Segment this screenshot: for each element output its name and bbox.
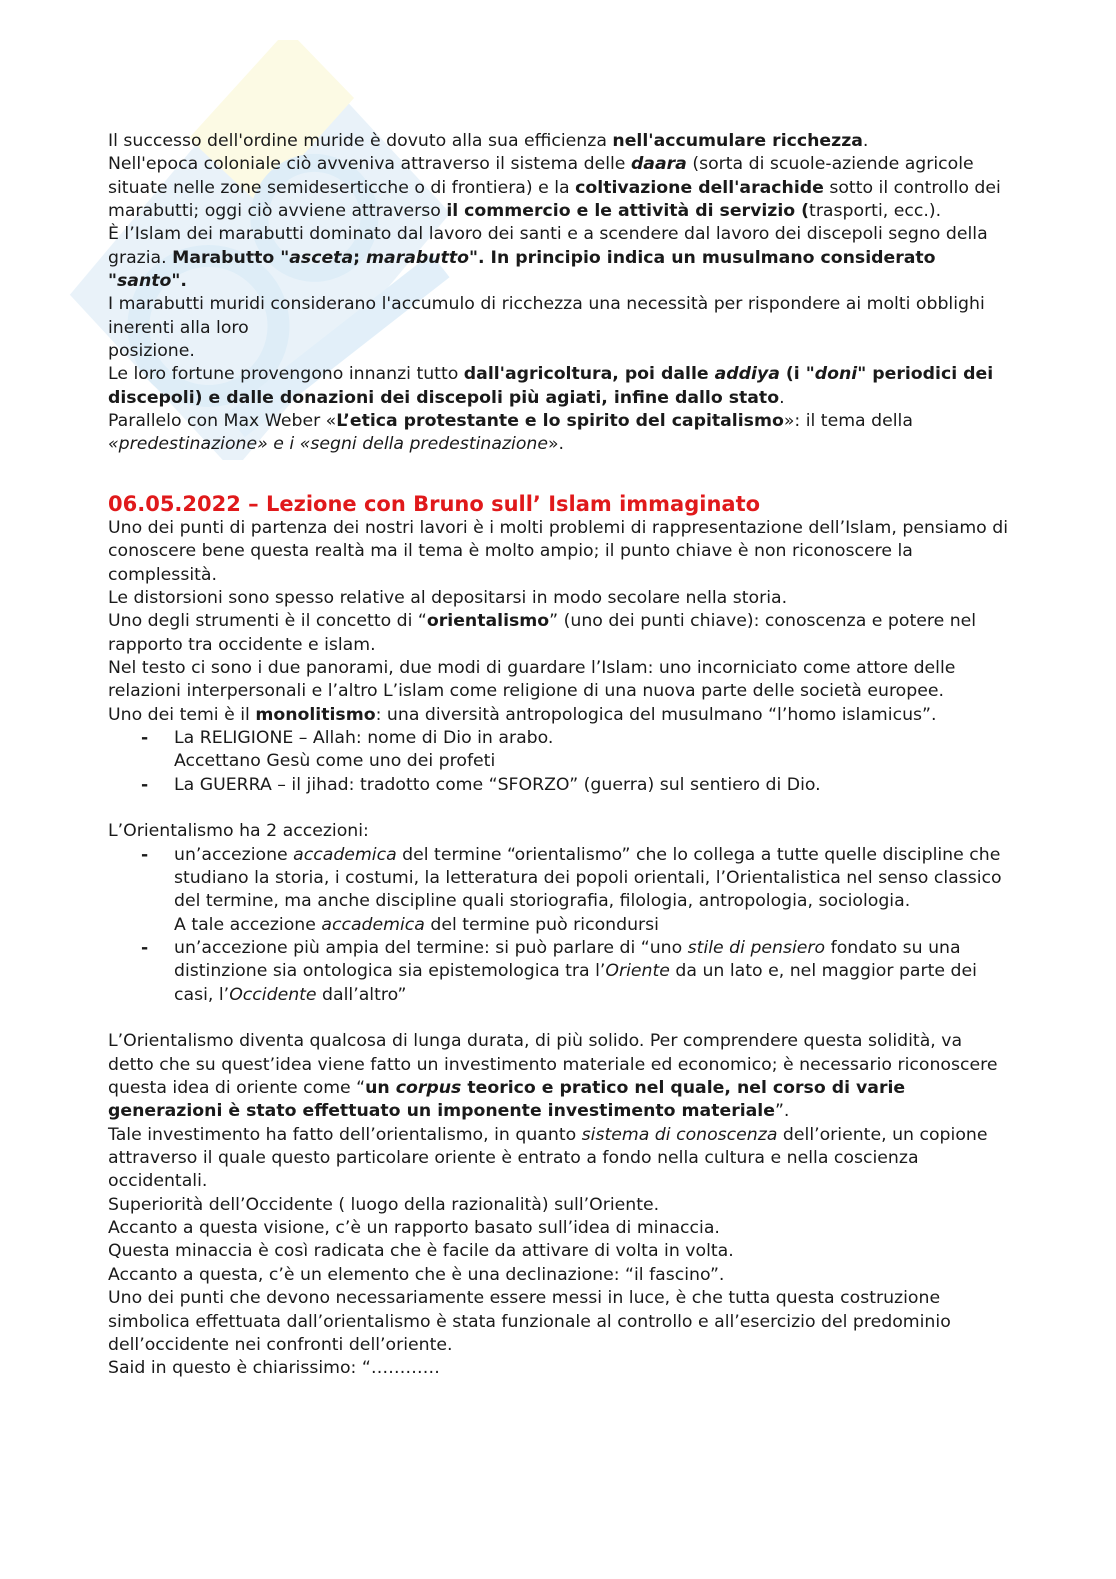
text: trasporti, ecc.). bbox=[809, 201, 942, 222]
term-daara: daara bbox=[630, 154, 687, 175]
paragraph-radicata: Questa minaccia è così radicata che è facile da attivare di volta in volta. bbox=[108, 1241, 734, 1262]
paragraph-weber bbox=[108, 410, 1013, 457]
bold-text: coltivazione dell'arachide bbox=[575, 177, 824, 198]
paragraph-fortune bbox=[108, 363, 1013, 410]
spacer bbox=[108, 797, 1013, 820]
text: Uno dei temi è il bbox=[108, 704, 256, 725]
list-item bbox=[174, 937, 1013, 1007]
bold-text: dall'agricoltura, poi dalle bbox=[463, 364, 715, 385]
text: dall’altro” bbox=[316, 984, 407, 1005]
paragraph-muride-wealth bbox=[108, 130, 1013, 223]
text: . bbox=[779, 387, 785, 408]
list-accezioni bbox=[108, 844, 1013, 1007]
text: La GUERRA – il jihad: tradotto come “SFORZO” (guerra) sul sentiero di Dio. bbox=[174, 774, 821, 795]
text: del termine può ricondursi bbox=[424, 914, 659, 935]
text: un’accezione più ampia del termine: si può parlare di “uno bbox=[174, 938, 688, 958]
paragraph-accezioni: L’Orientalismo ha 2 accezioni: bbox=[108, 821, 369, 842]
term-addiya: addiya bbox=[714, 364, 780, 385]
text: un’accezione bbox=[174, 844, 294, 865]
term-doni: doni bbox=[814, 364, 858, 385]
paragraph-copione bbox=[108, 1124, 1013, 1194]
text: ” (uno dei punti chiave): conoscenza e potere nel rapporto tra occidente e islam. bbox=[108, 611, 977, 655]
paragraph-distorsioni: Le distorsioni sono spesso relative al depositarsi in modo secolare nella storia. bbox=[108, 587, 788, 608]
text: Parallelo con Max Weber « bbox=[108, 411, 337, 432]
list-item bbox=[174, 774, 1013, 797]
bold-text: orientalismo bbox=[426, 611, 550, 632]
italic-text: Oriente bbox=[605, 961, 670, 982]
text: Uno degli strumenti è il concetto di “ bbox=[108, 611, 427, 632]
text: Accettano Gesù come uno dei profeti bbox=[174, 751, 496, 772]
term-santo: santo bbox=[117, 271, 172, 292]
text: Il successo dell'ordine muride è dovuto alla sua efficienza bbox=[108, 131, 613, 151]
bold-text: il commercio e le attività di servizio ( bbox=[446, 201, 810, 222]
bold-text: ". In principio indica un musulmano considerato " bbox=[108, 247, 936, 292]
paragraph-rappresentazione: Uno dei punti di partenza dei nostri lavori è i molti problemi di rappresentazione dell’Islam, pensiamo di conoscere bene questa realtà ma il tema è molto ampio; il punto chiave è non riconoscere la complessità. bbox=[108, 517, 1008, 585]
paragraph-monolitismo bbox=[108, 704, 1013, 727]
text: I marabutti muridi considerano l'accumulo di ricchezza una necessità per rispondere ai molti obblighi inerenti alla loro bbox=[108, 294, 985, 338]
text: : una diversità antropologica del musulmano “l’homo islamicus”. bbox=[375, 704, 937, 725]
text: Nell'epoca coloniale ciò avveniva attraverso il sistema delle bbox=[108, 154, 631, 175]
paragraph-minaccia: Accanto a questa visione, c’è un rapporto basato sull’idea di minaccia. bbox=[108, 1218, 720, 1239]
term-marabutto: marabutto bbox=[366, 247, 469, 268]
text: ”. bbox=[774, 1101, 790, 1122]
term-asceta: asceta bbox=[289, 247, 354, 268]
bold-text: Marabutto " bbox=[172, 247, 290, 268]
italic-text: stile di pensiero bbox=[687, 938, 826, 958]
italic-text: Occidente bbox=[229, 984, 317, 1005]
bold-text: ". bbox=[171, 271, 187, 292]
italic-text: sistema di conoscenza bbox=[581, 1124, 778, 1145]
text: »: il tema della bbox=[783, 411, 913, 432]
book-title: L’etica protestante e lo spirito del capitalismo bbox=[336, 411, 784, 432]
paragraph-orientalismo bbox=[108, 610, 1013, 657]
text: sotto il controllo dei marabutti; oggi ciò avviene attraverso bbox=[108, 177, 1001, 222]
text: L’Orientalismo diventa qualcosa di lunga durata, di più solido. Per comprendere questa solidità, va detto che su quest’idea viene fatto un investimento materiale ed economico; è necessario riconoscere questa idea di oriente come “ bbox=[108, 1031, 998, 1099]
spacer bbox=[108, 1007, 1013, 1030]
text: . bbox=[862, 131, 869, 151]
bold-text: monolitismo bbox=[255, 704, 376, 725]
italic-text: «predestinazione» e i «segni della predestinazione bbox=[108, 434, 548, 455]
text: ». bbox=[547, 434, 565, 455]
text: A tale accezione bbox=[174, 914, 322, 935]
paragraph-superiorita: Superiorità dell’Occidente ( luogo della razionalità) sull’Oriente. bbox=[108, 1194, 660, 1215]
paragraph-predominio: Uno dei punti che devono necessariamente essere messi in luce, è che tutta questa costruzione simbolica effettuata dall’orientalismo è stata funzionale al controllo e all’esercizio del predominio dell’occidente nei confronti dell’oriente. bbox=[108, 1288, 951, 1355]
paragraph-accumulo bbox=[108, 293, 1013, 363]
text: del termine “orientalismo” che lo collega a tutte quelle discipline che studiano la storia, i costumi, la letteratura dei popoli orientali, l’Orientalistica nel senso classico del termine, ma anche discipline quali storiografia, filologia, antropologia, sociologia. bbox=[174, 844, 1002, 912]
paragraph-marabutti bbox=[108, 223, 1013, 293]
text: fondato su una distinzione sia ontologica sia epistemologica tra l’ bbox=[174, 938, 961, 982]
italic-text: accademica bbox=[293, 844, 397, 865]
text: Tale investimento ha fatto dell’orientalismo, in quanto bbox=[108, 1124, 582, 1145]
text: posizione. bbox=[108, 341, 195, 362]
list-item bbox=[174, 844, 1013, 937]
list-item bbox=[174, 727, 1013, 774]
bold-text: teorico e pratico nel quale, nel corso di varie generazioni è stato effettuato un imponente investimento materiale bbox=[108, 1078, 906, 1122]
section-heading: 06.05.2022 – Lezione con Bruno sull’ Islam immaginato bbox=[108, 491, 761, 516]
paragraph-fascino: Accanto a questa, c’è un elemento che è una declinazione: “il fascino”. bbox=[108, 1264, 725, 1285]
paragraph-panorami: Nel testo ci sono i due panorami, due modi di guardare l’Islam: uno incorniciato come attore delle relazioni interpersonali e l’altro L’islam come religione di una nuova parte delle società europee. bbox=[108, 657, 956, 702]
text: La RELIGIONE – Allah: nome di Dio in arabo. bbox=[174, 727, 554, 748]
term-corpus: corpus bbox=[395, 1078, 462, 1099]
bold-text: un bbox=[365, 1078, 396, 1099]
bold-text: nell'accumulare ricchezza bbox=[612, 131, 863, 151]
paragraph-investimento bbox=[108, 1030, 1013, 1123]
text: Le loro fortune provengono innanzi tutto bbox=[108, 364, 464, 385]
text: (sorta di scuole-aziende agricole situate nelle zone semideserticche o di frontiera) e la bbox=[108, 154, 974, 198]
document-page bbox=[108, 130, 1013, 1381]
italic-text: accademica bbox=[321, 914, 425, 935]
bold-text: (i " bbox=[779, 364, 815, 385]
paragraph-said: Said in questo è chiarissimo: “………… bbox=[108, 1358, 440, 1379]
bold-text: " periodici dei discepoli) e dalle donazioni dei discepoli più agiati, infine dallo stato bbox=[108, 364, 994, 408]
text: da un lato e, nel maggior parte dei casi, l’ bbox=[174, 961, 977, 1005]
bold-text: ; bbox=[353, 247, 367, 268]
list-temi bbox=[108, 727, 1013, 797]
text: È l’Islam dei marabutti dominato dal lavoro dei santi e a scendere dal lavoro dei discepoli segno della grazia. bbox=[108, 224, 988, 268]
text: dell’oriente, un copione attraverso il quale questo particolare oriente è entrato a fondo nella cultura e nella coscienza occidentali. bbox=[108, 1124, 988, 1192]
